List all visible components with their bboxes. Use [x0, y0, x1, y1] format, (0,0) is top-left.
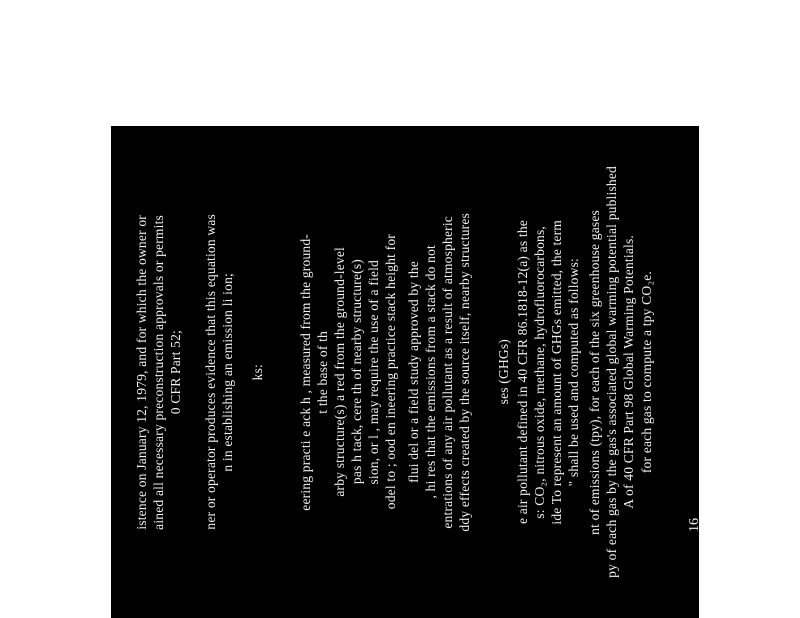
text-line: n in establishing an emission li ion;: [220, 272, 235, 472]
text-line: t the base of th: [315, 330, 330, 414]
text-line: A of 40 CFR Part 98 Global Warming Potentials.: [621, 235, 636, 509]
text-line: 0 CFR Part 52;: [168, 329, 183, 415]
text-line: sion, or l , may require the use of a field: [366, 259, 381, 485]
text-line: ks:: [250, 363, 265, 381]
text-line: py of each gas by the gas's associated global warming potential published: [604, 166, 619, 578]
text-line: istence on January 12, 1979, and for which the owner or: [134, 214, 149, 530]
text-line: , hi res that the emissions from a stack do not: [423, 245, 438, 499]
page-number: 16: [687, 518, 702, 532]
text-line: e air pollutant defined in 40 CFR 86.1818-12(a) as the: [515, 220, 530, 524]
section-heading: ses (GHGs): [496, 339, 511, 405]
scanned-document-page: [111, 126, 699, 618]
text-line: odel to ; ood en ineering practice stack height for: [383, 234, 398, 510]
text-line: ner or operator produces evidence that this equation was: [203, 214, 218, 530]
text-line: for each gas to compute a tpy CO₂e.: [639, 270, 654, 474]
text-line: ddy effects created by the source itself, nearby structures: [457, 212, 472, 532]
text-line: eering practi e ack h , measured from the ground-: [298, 233, 313, 511]
text-line: s: CO₂, nitrous oxide, methane, hydrofluorocarbons,: [532, 225, 547, 519]
text-line: pas h tack, cere th of nearby structure(s): [349, 259, 364, 485]
text-line: nt of emissions (tpy), for each of the six greenhouse gases: [587, 209, 602, 535]
text-line: arby structure(s) a red from the ground-level: [332, 247, 347, 497]
text-line: " shall be used and computed as follows:: [566, 257, 581, 487]
text-line: entrations of any air pollutant as a result of atmospheric: [440, 215, 455, 529]
text-line: ide To represent an amount of GHGs emitted, the term: [549, 219, 564, 525]
text-line: flui del or a field study approved by the: [406, 261, 421, 483]
text-line: ained all necessary preconstruction approvals or permits: [151, 214, 166, 530]
